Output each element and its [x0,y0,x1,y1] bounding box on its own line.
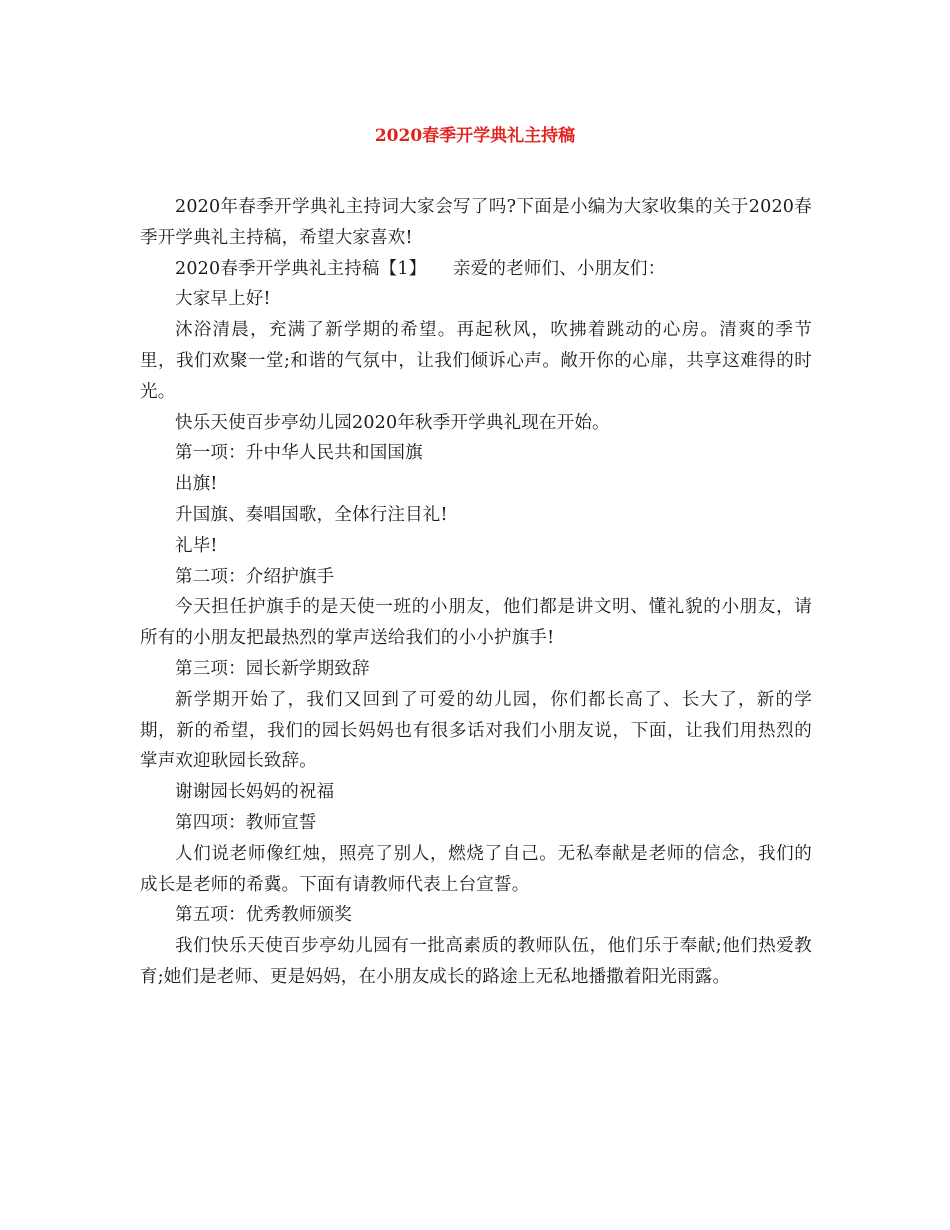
paragraph-thanks: 谢谢园长妈妈的祝福 [175,782,335,803]
paragraph-item-2: 第二项：介绍护旗手 [175,566,335,587]
paragraph-teacher-award: 我们快乐天使百步亭幼儿园有一批高素质的教师队伍，他们乐于奉献;他们热爱教育;她们是老师、更是妈妈，在小朋友成长的路途上无私地播撒着阳光雨露。 [140,936,812,987]
paragraph-ceremony-start: 快乐天使百步亭幼儿园2020年秋季开学典礼现在开始。 [175,412,610,433]
paragraph-teacher-oath: 人们说老师像红烛，照亮了别人，燃烧了自己。无私奉献是老师的信念，我们的成长是老师的希冀。下面有请教师代表上台宣誓。 [140,843,812,895]
document-title: 2020春季开学典礼主持稿 [374,126,576,146]
paragraph-opening: 沐浴清晨，充满了新学期的希望。再起秋风，吹拂着跳动的心房。清爽的季节里，我们欢聚一堂;和谐的气氛中，让我们倾诉心声。敞开你的心扉，共享这难得的时光。 [140,320,812,402]
paragraph-item-3: 第三项：园长新学期致辞 [175,658,370,679]
document-body [140,192,812,993]
paragraph-salute-end: 礼毕! [175,535,218,556]
paragraph-new-semester: 新学期开始了，我们又回到了可爱的幼儿园，你们都长高了、长大了，新的学期，新的希望，我们的园长妈妈也有很多话对我们小朋友说，下面，让我们用热烈的掌声欢迎耿园长致辞。 [140,689,812,772]
paragraph-flag-raise: 升国旗、奏唱国歌，全体行注目礼! [175,504,448,525]
paragraph-intro: 2020年春季开学典礼主持词大家会写了吗?下面是小编为大家收集的关于2020春季开学典礼主持稿，希望大家喜欢! [140,197,812,248]
paragraph-section-heading-greeting: 2020春季开学典礼主持稿【1】 亲爱的老师们、小朋友们： [175,258,666,279]
paragraph-flag-guards: 今天担任护旗手的是天使一班的小朋友，他们都是讲文明、懂礼貌的小朋友，请所有的小朋友把最热烈的掌声送给我们的小小护旗手! [140,597,812,649]
paragraph-flag-out: 出旗! [175,474,218,495]
paragraph-item-4: 第四项：教师宣誓 [175,812,317,833]
paragraph-good-morning: 大家早上好! [175,289,271,310]
paragraph-item-5: 第五项：优秀教师颁奖 [175,905,352,926]
paragraph-item-1: 第一项：升中华人民共和国国旗 [175,443,423,464]
